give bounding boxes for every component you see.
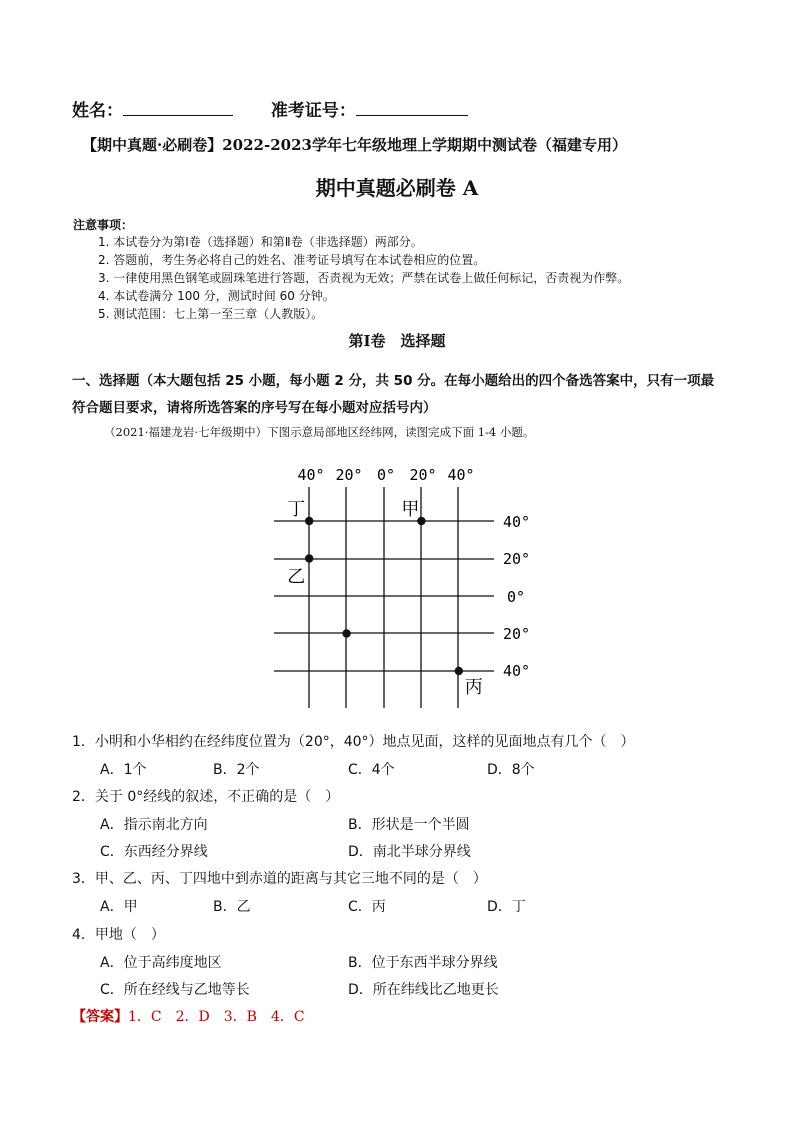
question-stem: 4．甲地（ ）	[72, 927, 165, 943]
option[interactable]: A．甲	[100, 899, 138, 915]
question-stem: 1．小明和小华相约在经纬度位置为（20°，40°）地点见面，这样的见面地点有几个（ ）	[72, 734, 635, 750]
section-instruction: 一、选择题（本大题包括 25 小题，每小题 2 分，共 50 分。在每小题给出的四个备选答案中，只有一项最	[72, 373, 715, 389]
lat-label: 20°	[503, 550, 531, 568]
lat-label: 20°	[503, 625, 531, 643]
lon-label: 20°	[335, 466, 363, 484]
option[interactable]: C．4个	[348, 762, 395, 778]
name-label: 姓名：	[72, 101, 123, 121]
option[interactable]: A．位于高纬度地区	[100, 955, 222, 971]
source-note: （2021·福建龙岩·七年级期中）下图示意局部地区经纬网，读图完成下面 1-4 小题。	[104, 425, 535, 439]
note-item: 5. 测试范围：七上第一至三章（人教版）。	[98, 307, 324, 321]
option[interactable]: D．丁	[487, 899, 526, 915]
note-item: 1. 本试卷分为第Ⅰ卷（选择题）和第Ⅱ卷（非选择题）两部分。	[98, 235, 423, 249]
option[interactable]: C．东西经分界线	[100, 844, 208, 860]
series-title: 【期中真题·必刷卷】2022-2023学年七年级地理上学期期中测试卷（福建专用）	[82, 136, 627, 154]
question-stem: 2．关于 0°经线的叙述，不正确的是（ ）	[72, 789, 340, 805]
lon-label: 40°	[297, 466, 325, 484]
point-label: 丙	[464, 677, 483, 698]
answer-line	[72, 1006, 305, 1026]
option[interactable]: A．1个	[100, 762, 147, 778]
option[interactable]: C．所在经线与乙地等长	[100, 982, 250, 998]
note-item: 3. 一律使用黑色钢笔或圆珠笔进行答题，否责视为无效；严禁在试卷上做任何标记，否责视为作弊。	[98, 271, 630, 285]
point-label: 乙	[287, 566, 306, 588]
option[interactable]: D．南北半球分界线	[348, 844, 471, 860]
lon-label: 20°	[409, 466, 437, 484]
lat-label: 0°	[507, 588, 526, 606]
option[interactable]: A．指示南北方向	[100, 817, 208, 833]
grid-point	[455, 667, 463, 675]
option[interactable]: B．乙	[213, 899, 251, 915]
exam-number-label: 准考证号：	[270, 101, 356, 121]
option[interactable]: B．位于东西半球分界线	[348, 955, 498, 971]
answer-text: 1．C 2．D 3．B 4．C	[128, 1009, 305, 1025]
note-item: 2. 答题前，考生务必将自己的姓名、准考证号填写在本试卷相应的位置。	[98, 253, 486, 267]
answer-tag: 【答案】	[72, 1009, 128, 1025]
grid-point	[305, 517, 313, 525]
lon-label: 40°	[447, 466, 475, 484]
lat-label: 40°	[503, 513, 531, 531]
question-stem: 3．甲、乙、丙、丁四地中到赤道的距离与其它三地不同的是（ ）	[72, 871, 487, 887]
notes-heading: 注意事项：	[73, 218, 134, 232]
option[interactable]: D．所在纬线比乙地更长	[348, 982, 499, 998]
lat-label: 40°	[503, 662, 531, 680]
point-label: 丁	[287, 499, 306, 520]
option[interactable]: B．2个	[213, 762, 260, 778]
section-instruction: 符合题目要求，请将所选答案的序号写在每小题对应括号内）	[72, 400, 437, 416]
point-label: 甲	[401, 499, 420, 520]
option[interactable]: B．形状是一个半圆	[348, 817, 470, 833]
section-title: 第Ⅰ卷 选择题	[348, 332, 446, 350]
option[interactable]: D．8个	[487, 762, 535, 778]
paper-title: 期中真题必刷卷 A	[315, 176, 479, 200]
option[interactable]: C．丙	[348, 899, 386, 915]
note-item: 4. 本试卷满分 100 分，测试时间 60 分钟。	[98, 289, 335, 303]
grid-point	[305, 554, 313, 562]
lon-label: 0°	[376, 466, 396, 484]
grid-point	[342, 629, 350, 637]
